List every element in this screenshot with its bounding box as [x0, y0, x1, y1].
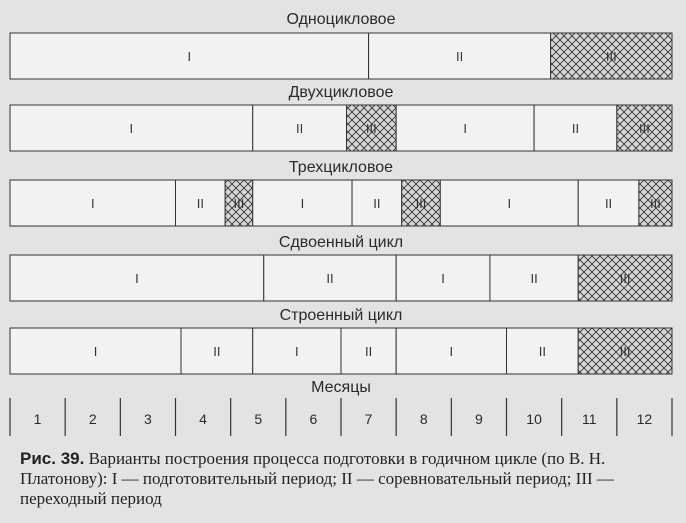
cycle-bar: [10, 159, 672, 226]
month-label: 7: [364, 411, 373, 427]
segment-label: III: [638, 121, 650, 136]
segment-label: II: [530, 271, 538, 286]
month-label: 2: [88, 411, 97, 427]
cycle-bar: [10, 234, 672, 301]
segment-label: III: [605, 49, 617, 64]
segment-label: I: [135, 271, 139, 286]
month-label: 1: [33, 411, 42, 427]
segment-label: II: [571, 121, 580, 136]
segment-label: I: [441, 271, 445, 286]
month-label: 8: [419, 411, 428, 427]
segment-label: I: [300, 196, 305, 211]
segment-label: III: [365, 121, 377, 136]
month-label: 3: [144, 411, 152, 427]
figure-caption: [20, 449, 680, 509]
segment-label: III: [619, 271, 631, 286]
bar-title: Сдвоенный цикл: [278, 234, 404, 251]
cycle-bars: [10, 11, 672, 374]
segment-label: II: [213, 344, 221, 359]
segment-label: III: [650, 196, 661, 211]
month-label: 4: [199, 411, 207, 427]
month-label: 10: [526, 411, 542, 427]
bar-title: Трехцикловое: [288, 159, 394, 176]
month-label: 9: [475, 411, 483, 427]
segment-label: I: [129, 121, 134, 136]
segment-label: II: [455, 49, 464, 64]
segment-label: I: [463, 121, 467, 136]
bar-title: Строенный цикл: [279, 307, 403, 324]
segment-label: II: [373, 196, 381, 211]
bar-title: Одноцикловое: [286, 11, 396, 28]
month-label: 12: [636, 411, 653, 427]
segment-label: I: [90, 196, 95, 211]
segment-label: I: [93, 344, 98, 359]
segment-label: III: [619, 344, 631, 359]
segment-label: I: [449, 344, 454, 359]
cycle-bar: [10, 84, 672, 151]
segment-label: II: [604, 196, 613, 211]
month-label: 11: [581, 411, 597, 427]
segment-label: II: [196, 196, 204, 211]
segment-label: II: [538, 344, 546, 359]
segment-label: I: [187, 49, 192, 64]
segment-label: III: [233, 196, 245, 211]
segment-label: II: [326, 271, 334, 286]
figure-caption-text: Варианты построения процесса подготовки в годичном цикле (по В. Н. Платонову): I — подготовительный период; II — соревновательный период; III — переходный период: [20, 449, 614, 508]
segment-label: II: [364, 344, 373, 359]
months-title: Месяцы: [311, 379, 371, 396]
figure-label: Рис. 39.: [20, 449, 85, 468]
segment-label: II: [296, 121, 304, 136]
cycle-bar: [10, 11, 672, 79]
segment-label: III: [415, 196, 427, 211]
segment-label: I: [295, 344, 299, 359]
month-label: 5: [254, 411, 263, 427]
month-label: 6: [309, 411, 318, 427]
cycle-bar: [10, 307, 672, 374]
bar-title: Двухцикловое: [288, 84, 394, 101]
months-scale: [10, 379, 672, 436]
segment-label: I: [507, 196, 512, 211]
